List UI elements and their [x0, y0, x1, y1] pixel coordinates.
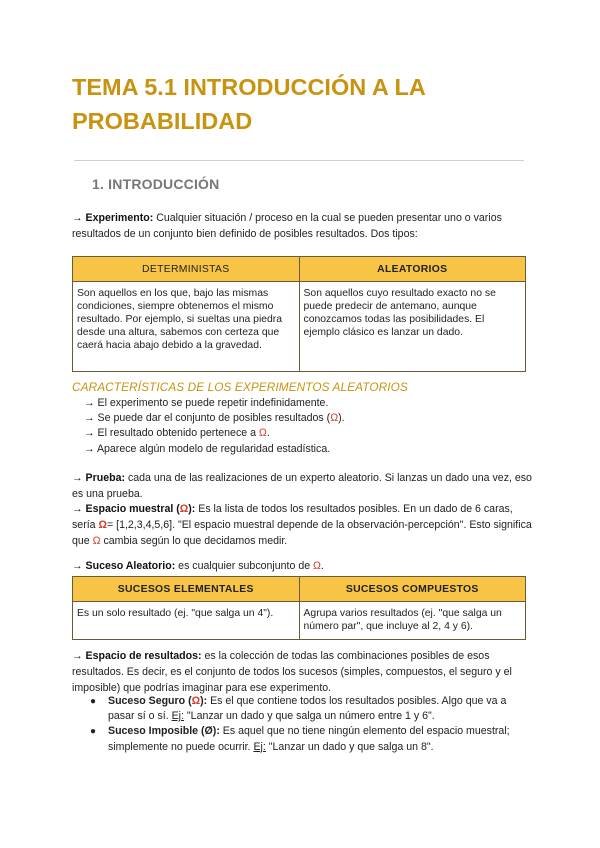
- page-title: TEMA 5.1 INTRODUCCIÓN A LA PROBABILIDAD: [72, 74, 425, 134]
- table-cell-deterministas: Son aquellos en los que, bajo las mismas condiciones, siempre obtenemos el mismo resultado. Por ejemplo, si sueltas una piedra desde una altura, sabemos con certeza que caerá hacia abajo debido a la gravedad.: [73, 282, 300, 372]
- list-item-text: Se puede dar el conjunto de posibles resultados (: [97, 412, 331, 425]
- omega-symbol: Ω: [98, 519, 107, 531]
- list-item: [84, 426, 345, 441]
- caracteristicas-list: [84, 396, 345, 457]
- table-header-row: [73, 257, 526, 282]
- bullet-icon: ●: [90, 696, 97, 707]
- term-part: ):: [188, 503, 196, 515]
- ej-label: Ej:: [171, 710, 184, 723]
- omega-symbol: Ω: [313, 560, 321, 572]
- espacio-resultados-term: Espacio de resultados:: [85, 650, 202, 662]
- arrow-glyph: →: [84, 427, 95, 440]
- term-part: Suceso Imposible (: [108, 725, 205, 738]
- table-header-aleatorios: ALEATORIOS: [299, 257, 526, 282]
- ej-label: Ej:: [253, 740, 266, 753]
- experimento-term: Experimento:: [85, 212, 154, 224]
- list-item: [84, 442, 345, 457]
- table-header-elementales: SUCESOS ELEMENTALES: [73, 577, 300, 602]
- experimento-text: Cualquier situación / proceso en la cual se pueden presentar uno o varios resultados de un conjunto bien definido de posibles resultados. Dos tipos:: [72, 212, 502, 240]
- arrow-glyph: →: [72, 212, 83, 224]
- paragraph-text: cambia según lo que decidamos medir.: [100, 535, 288, 547]
- omega-symbol: Ω: [92, 535, 101, 547]
- list-item: [84, 411, 345, 426]
- arrow-glyph: →: [84, 442, 95, 455]
- arrow-glyph: →: [72, 472, 83, 484]
- list-item-text: Es aquel que no tiene ningún elemento del espacio muestral; simplemente no puede ocurrir.: [108, 725, 510, 753]
- experimento-paragraph: [72, 210, 532, 242]
- section-heading: 1. INTRODUCCIÓN: [92, 176, 220, 192]
- arrow-glyph: →: [72, 560, 83, 572]
- list-item: [90, 694, 510, 724]
- prueba-paragraph: [72, 470, 532, 502]
- espacio-muestral-paragraph: [72, 501, 532, 549]
- suceso-aleatorio-paragraph: [72, 558, 532, 574]
- tipos-sucesos-table: [72, 576, 526, 640]
- list-item: [90, 724, 510, 754]
- table-row: [73, 602, 526, 640]
- list-item-example: "Lanzar un dado y que salga un 8".: [265, 740, 434, 753]
- arrow-glyph: →: [72, 650, 83, 662]
- bullet-icon: ●: [90, 726, 97, 738]
- table-row: [73, 282, 526, 372]
- list-item-text: El experimento se puede repetir indefinidamente.: [97, 397, 329, 409]
- term-part: Espacio muestral (: [85, 503, 180, 515]
- paragraph-text: es cualquier subconjunto de: [175, 560, 314, 572]
- list-item-text: El resultado obtenido pertenece a: [97, 427, 259, 440]
- prueba-text: cada una de las realizaciones de un experto aleatorio. Si lanzas un dado una vez, eso es una prueba.: [72, 472, 532, 500]
- table-header-row: [73, 577, 526, 602]
- arrow-glyph: →: [84, 412, 95, 425]
- list-item-text: Es el que contiene todos los resultados posibles. Algo que va a pasar sí o sí.: [108, 695, 507, 723]
- suceso-imposible-term: [108, 725, 220, 737]
- omega-symbol: Ω: [191, 695, 201, 707]
- table-cell-compuestos: Agrupa varios resultados (ej. "que salga un número par", que incluye al 2, 4 y 6).: [299, 602, 526, 640]
- paragraph-text: .: [320, 560, 324, 572]
- espacio-resultados-paragraph: [72, 648, 532, 696]
- term-part: Suceso Seguro (: [108, 695, 192, 707]
- caracteristicas-heading: CARACTERÍSTICAS DE LOS EXPERIMENTOS ALEATORIOS: [72, 380, 408, 394]
- table-cell-elementales: Es un solo resultado (ej. "que salga un 4").: [73, 602, 300, 640]
- list-item-tail: .: [266, 427, 270, 440]
- table-header-compuestos: SUCESOS COMPUESTOS: [299, 577, 526, 602]
- suceso-seguro-term: [108, 695, 207, 707]
- arrow-glyph: →: [72, 503, 83, 515]
- prueba-term: Prueba:: [85, 472, 125, 484]
- tipos-experimento-table: [72, 256, 526, 372]
- espacio-muestral-term: [86, 503, 196, 515]
- list-item-tail: ).: [338, 412, 345, 425]
- list-item-text: Aparece algún modelo de regularidad estadística.: [96, 442, 331, 455]
- arrow-glyph: →: [84, 397, 95, 409]
- suceso-aleatorio-term: Suceso Aleatorio:: [85, 560, 176, 572]
- paragraph-text: es la colección de todas las combinaciones posibles de esos resultados. Es decir, es el conjunto de todos los sucesos (simples, compuestos, el seguro y el imposible) que podrías imaginar para ese experimento.: [72, 650, 512, 694]
- horizontal-divider: [74, 160, 524, 161]
- list-item: [84, 396, 345, 411]
- list-item-example: "Lanzar un dado y que salga un número entre 1 y 6".: [183, 710, 435, 723]
- omega-symbol: Ω: [258, 427, 267, 440]
- paragraph-text: = [1,2,3,4,5,6]. "El espacio muestral depende de la observación-percepción". Esto significa que: [72, 519, 532, 547]
- table-cell-aleatorios: Son aquellos cuyo resultado exacto no se puede predecir de antemano, aunque conozcamos todas las posibilidades. El ejemplo clásico es lanzar un dado.: [299, 282, 526, 372]
- term-part: ):: [200, 695, 208, 707]
- sucesos-especiales-list: [90, 694, 510, 755]
- omega-symbol: Ω: [179, 503, 189, 515]
- empty-set-symbol: Ø: [204, 725, 213, 738]
- term-part: ):: [212, 725, 220, 738]
- paragraph-text: Es la lista de todos los resultados posibles. En un dado de 6 caras, sería: [72, 503, 513, 531]
- table-header-deterministas: DETERMINISTAS: [73, 257, 300, 282]
- omega-symbol: Ω: [330, 412, 339, 425]
